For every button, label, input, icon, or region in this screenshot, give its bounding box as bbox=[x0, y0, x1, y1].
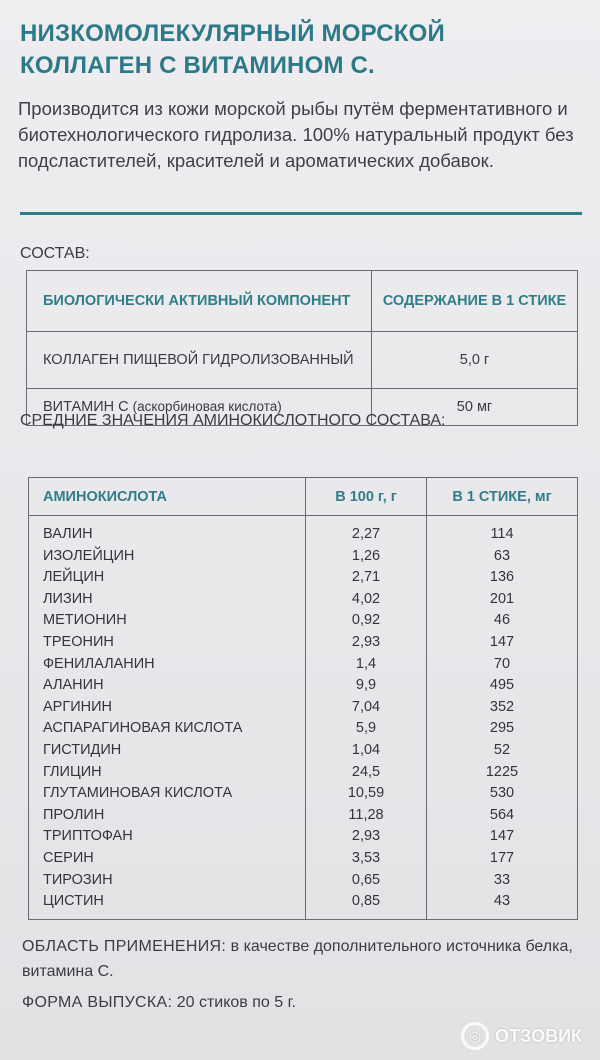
amino-row bbox=[29, 697, 578, 719]
amino-row-name: ФЕНИЛАЛАНИН bbox=[29, 654, 306, 676]
amino-header-name: АМИНОКИСЛОТА bbox=[29, 478, 306, 516]
amino-row-per100: 4,02 bbox=[306, 589, 427, 611]
composition-row-value: 50 мг bbox=[372, 389, 578, 426]
amino-row-name: АСПАРАГИНОВАЯ КИСЛОТА bbox=[29, 718, 306, 740]
amino-row bbox=[29, 675, 578, 697]
amino-row-name: ИЗОЛЕЙЦИН bbox=[29, 546, 306, 568]
amino-row bbox=[29, 891, 578, 919]
amino-row-name: ТРИПТОФАН bbox=[29, 826, 306, 848]
amino-row-name: ВАЛИН bbox=[29, 516, 306, 546]
amino-row bbox=[29, 567, 578, 589]
amino-row-per100: 1,4 bbox=[306, 654, 427, 676]
amino-row-name: ПРОЛИН bbox=[29, 805, 306, 827]
amino-row-perstick: 43 bbox=[427, 891, 578, 919]
usage-label: ОБЛАСТЬ ПРИМЕНЕНИЯ: bbox=[22, 938, 227, 955]
amino-row bbox=[29, 848, 578, 870]
amino-row-per100: 2,27 bbox=[306, 516, 427, 546]
amino-table-body bbox=[29, 516, 578, 920]
amino-row-perstick: 147 bbox=[427, 826, 578, 848]
product-title: НИЗКОМОЛЕКУЛЯРНЫЙ МОРСКОЙ КОЛЛАГЕН С ВИТАМИНОМ С. bbox=[20, 20, 445, 79]
amino-row-name: АЛАНИН bbox=[29, 675, 306, 697]
amino-row bbox=[29, 870, 578, 892]
composition-label: СОСТАВ: bbox=[20, 245, 90, 262]
watermark bbox=[461, 1022, 582, 1050]
amino-row-name: АРГИНИН bbox=[29, 697, 306, 719]
amino-row bbox=[29, 783, 578, 805]
amino-row-per100: 0,65 bbox=[306, 870, 427, 892]
amino-row-perstick: 114 bbox=[427, 516, 578, 546]
amino-header-per100: В 100 г, г bbox=[306, 478, 427, 516]
amino-row-name: ЛЕЙЦИН bbox=[29, 567, 306, 589]
amino-row-per100: 11,28 bbox=[306, 805, 427, 827]
amino-row-per100: 9,9 bbox=[306, 675, 427, 697]
amino-row-perstick: 70 bbox=[427, 654, 578, 676]
amino-acid-table bbox=[28, 477, 578, 920]
amino-row bbox=[29, 805, 578, 827]
amino-row-perstick: 63 bbox=[427, 546, 578, 568]
amino-row-per100: 2,93 bbox=[306, 826, 427, 848]
amino-row-name: ТИРОЗИН bbox=[29, 870, 306, 892]
usage-section bbox=[22, 934, 582, 984]
composition-table bbox=[26, 270, 578, 426]
amino-row bbox=[29, 546, 578, 568]
amino-row-name: ЛИЗИН bbox=[29, 589, 306, 611]
composition-row-value: 5,0 г bbox=[372, 332, 578, 389]
watermark-text: ОТЗОВИК bbox=[495, 1025, 582, 1046]
amino-row-name: ГЛИЦИН bbox=[29, 762, 306, 784]
amino-row-perstick: 52 bbox=[427, 740, 578, 762]
amino-row-per100: 7,04 bbox=[306, 697, 427, 719]
amino-row-perstick: 1225 bbox=[427, 762, 578, 784]
amino-row bbox=[29, 654, 578, 676]
composition-header-component: БИОЛОГИЧЕСКИ АКТИВНЫЙ КОМПОНЕНТ bbox=[27, 271, 372, 332]
amino-row bbox=[29, 516, 578, 546]
amino-row-perstick: 352 bbox=[427, 697, 578, 719]
composition-row bbox=[27, 332, 578, 389]
amino-row bbox=[29, 718, 578, 740]
amino-row-per100: 2,71 bbox=[306, 567, 427, 589]
amino-row-perstick: 46 bbox=[427, 610, 578, 632]
amino-row-name: СЕРИН bbox=[29, 848, 306, 870]
amino-row-per100: 0,85 bbox=[306, 891, 427, 919]
form-text: 20 стиков по 5 г. bbox=[176, 994, 296, 1011]
amino-row-per100: 1,26 bbox=[306, 546, 427, 568]
amino-row-per100: 2,93 bbox=[306, 632, 427, 654]
amino-row-per100: 24,5 bbox=[306, 762, 427, 784]
amino-row bbox=[29, 740, 578, 762]
amino-row-perstick: 147 bbox=[427, 632, 578, 654]
composition-row-name: КОЛЛАГЕН ПИЩЕВОЙ ГИДРОЛИЗОВАННЫЙ bbox=[27, 332, 372, 389]
amino-row-name: ГИСТИДИН bbox=[29, 740, 306, 762]
amino-row-perstick: 33 bbox=[427, 870, 578, 892]
section-divider bbox=[20, 212, 582, 215]
composition-header-content: СОДЕРЖАНИЕ В 1 СТИКЕ bbox=[372, 271, 578, 332]
amino-row-per100: 0,92 bbox=[306, 610, 427, 632]
amino-row-per100: 5,9 bbox=[306, 718, 427, 740]
amino-header-perstick: В 1 СТИКЕ, мг bbox=[427, 478, 578, 516]
amino-row bbox=[29, 762, 578, 784]
amino-row-per100: 1,04 bbox=[306, 740, 427, 762]
amino-row-name: ТРЕОНИН bbox=[29, 632, 306, 654]
form-section bbox=[22, 990, 582, 1015]
product-description: Производится из кожи морской рыбы путём ферментативного и биотехнологического гидролиза. 100% натуральный продукт без подсластителей, красителей и ароматических добавок. bbox=[18, 98, 574, 171]
amino-row bbox=[29, 632, 578, 654]
amino-row bbox=[29, 826, 578, 848]
amino-row-perstick: 495 bbox=[427, 675, 578, 697]
amino-row-perstick: 201 bbox=[427, 589, 578, 611]
amino-label: СРЕДНИЕ ЗНАЧЕНИЯ АМИНОКИСЛОТНОГО СОСТАВА: bbox=[20, 412, 446, 429]
composition-header-row bbox=[27, 271, 578, 332]
amino-row bbox=[29, 610, 578, 632]
amino-row-per100: 3,53 bbox=[306, 848, 427, 870]
amino-row-name: МЕТИОНИН bbox=[29, 610, 306, 632]
composition-row-note: (аскорбиновая кислота) bbox=[132, 399, 282, 414]
usage-text: в качестве дополнительного источника белка, витамина С. bbox=[22, 938, 573, 980]
amino-row-perstick: 177 bbox=[427, 848, 578, 870]
composition-row-name: ВИТАМИН С bbox=[43, 399, 129, 415]
amino-row-perstick: 530 bbox=[427, 783, 578, 805]
amino-row-name: ГЛУТАМИНОВАЯ КИСЛОТА bbox=[29, 783, 306, 805]
otzovik-logo-icon: ◎ bbox=[461, 1022, 489, 1050]
form-label: ФОРМА ВЫПУСКА: bbox=[22, 994, 173, 1011]
amino-header-row bbox=[29, 478, 578, 516]
amino-row bbox=[29, 589, 578, 611]
amino-row-perstick: 136 bbox=[427, 567, 578, 589]
amino-row-perstick: 564 bbox=[427, 805, 578, 827]
amino-row-perstick: 295 bbox=[427, 718, 578, 740]
amino-row-name: ЦИСТИН bbox=[29, 891, 306, 919]
amino-row-per100: 10,59 bbox=[306, 783, 427, 805]
